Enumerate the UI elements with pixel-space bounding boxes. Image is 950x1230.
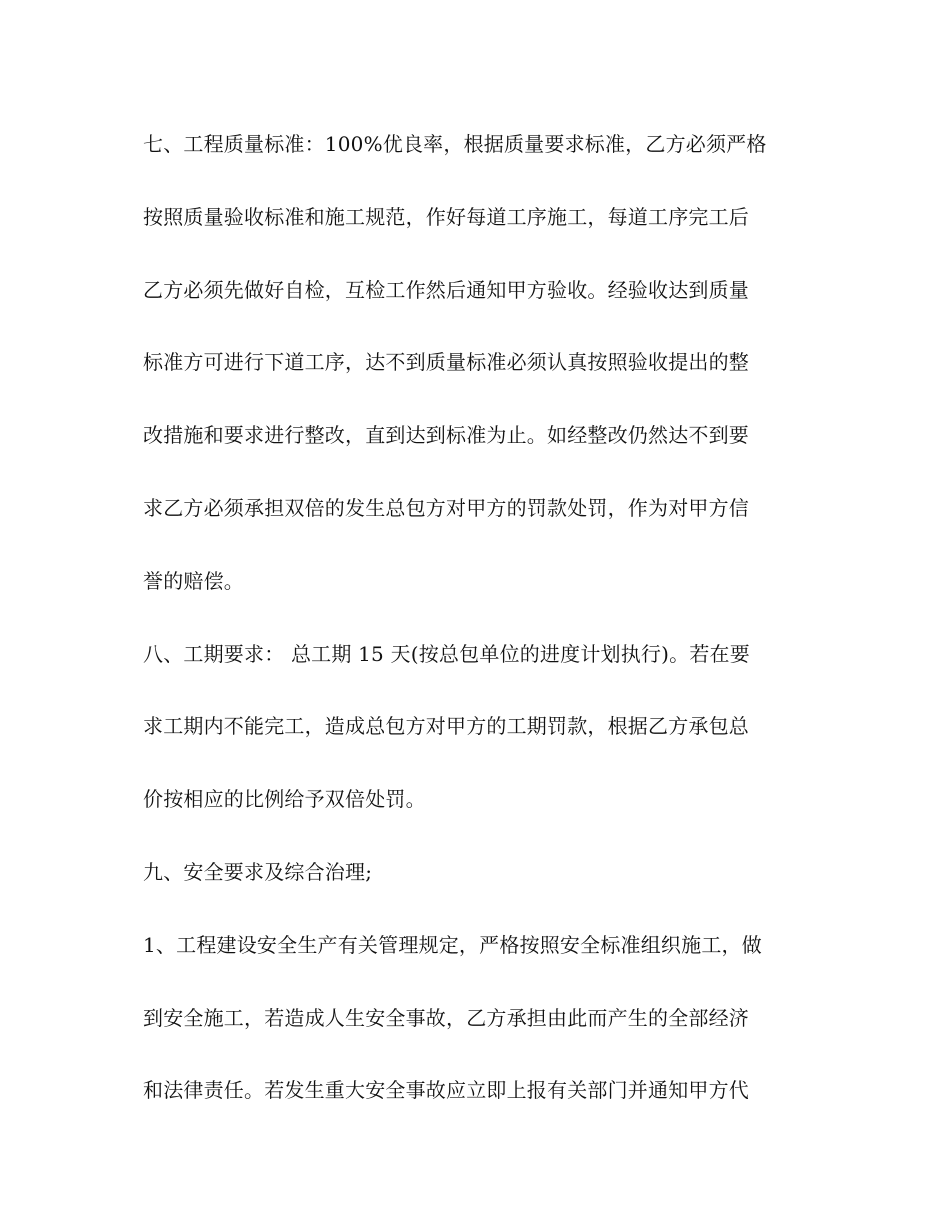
text-line: 求乙方必须承担双倍的发生总包方对甲方的罚款处罚，作为对甲方信	[143, 495, 749, 520]
text-line: 求工期内不能完工，造成总包方对甲方的工期罚款，根据乙方承包总	[143, 714, 749, 739]
text-line: 九、安全要求及综合治理;	[143, 859, 373, 884]
text-line: 按照质量验收标准和施工规范，作好每道工序施工，每道工序完工后	[143, 204, 749, 229]
text-line: 到安全施工，若造成人生安全事故，乙方承担由此而产生的全部经济	[143, 1005, 749, 1030]
text-line: 七、工程质量标准：100%优良率，根据质量要求标准，乙方必须严格	[143, 132, 767, 156]
text-line: 乙方必须先做好自检，互检工作然后通知甲方验收。经验收达到质量	[143, 277, 749, 302]
text-line: 改措施和要求进行整改，直到达到标准为止。如经整改仍然达不到要	[143, 423, 749, 448]
text-line: 价按相应的比例给予双倍处罚。	[143, 787, 426, 812]
text-line: 八、工期要求： 总工期 15 天(按总包单位的进度计划执行)。若在要	[143, 641, 750, 666]
text-line: 1、工程建设安全生产有关管理规定，严格按照安全标准组织施工，做	[143, 932, 762, 957]
text-line: 誉的赔偿。	[143, 568, 244, 593]
text-line: 和法律责任。若发生重大安全事故应立即上报有关部门并通知甲方代	[143, 1078, 749, 1103]
document-body	[143, 118, 808, 1137]
text-line: 标准方可进行下道工序，达不到质量标准必须认真按照验收提出的整	[143, 350, 749, 375]
